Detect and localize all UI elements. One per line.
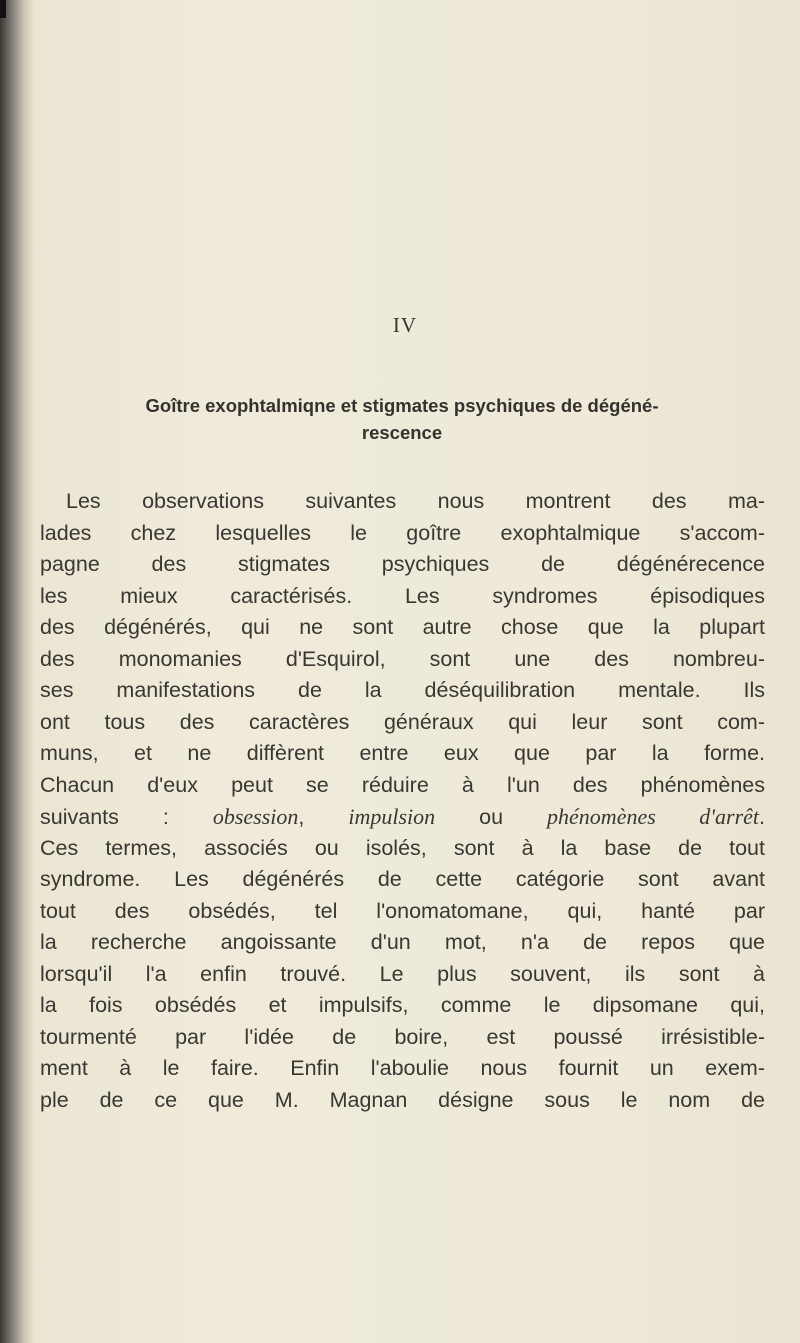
- terms-separator: ,: [298, 805, 349, 829]
- book-spine-shadow: [0, 0, 34, 1343]
- terms-separator: ou: [435, 805, 548, 829]
- text-line: ont tous des caractères généraux qui leur sont com-: [40, 709, 765, 734]
- text-line: ses manifestations de la déséquilibration mentale. Ils: [40, 678, 765, 702]
- text-line: la recherche angoissante d'un mot, n'a de repos que: [40, 930, 765, 954]
- chapter-title: [44, 392, 760, 446]
- text-line: ment à le faire. Enfin l'aboulie nous fournit un exem-: [40, 1056, 765, 1080]
- text-line: muns, et ne diffèrent entre eux que par la forme.: [40, 741, 765, 765]
- text-line: Ces termes, associés ou isolés, sont à la base de tout: [40, 835, 765, 860]
- term-obsession: obsession: [212, 804, 299, 829]
- terms-prefix: suivants :: [40, 805, 213, 829]
- chapter-title-line-1: Goître exophtalmiqne et stigmates psychiques de dégéné-: [145, 395, 659, 416]
- text-line: tout des obsédés, tel l'onomatomane, qui, hanté par: [40, 898, 765, 923]
- text-line: Chacun d'eux peut se réduire à l'un des phénomènes: [40, 772, 765, 797]
- body-paragraph: [40, 486, 765, 1116]
- text-line: des dégénérés, qui ne sont autre chose que la plupart: [40, 615, 765, 639]
- text-line: pagne des stigmates psychiques de dégénérecence: [40, 552, 765, 576]
- term-phenomenes-arret: phénomènes d'arrêt: [547, 804, 760, 829]
- text-line: des monomanies d'Esquirol, sont une des nombreu-: [40, 646, 765, 671]
- text-line: Les observations suivantes nous montrent des ma-: [66, 489, 765, 513]
- chapter-title-line-2: rescence: [361, 422, 443, 443]
- term-impulsion: impulsion: [348, 804, 436, 829]
- text-line: ple de ce que M. Magnan désigne sous le nom de: [40, 1087, 765, 1112]
- text-line-terms: [40, 801, 765, 833]
- chapter-number: IV: [392, 313, 418, 337]
- text-line: la fois obsédés et impulsifs, comme le dipsomane qui,: [40, 993, 765, 1017]
- text-line: tourmenté par l'idée de boire, est poussé irrésistible-: [40, 1024, 765, 1049]
- scan-corner-mark: [0, 0, 6, 18]
- terms-suffix: .: [759, 805, 765, 829]
- text-line: lorsqu'il l'a enfin trouvé. Le plus souvent, ils sont à: [40, 961, 765, 986]
- text-line: syndrome. Les dégénérés de cette catégorie sont avant: [40, 867, 765, 891]
- text-line: les mieux caractérisés. Les syndromes épisodiques: [40, 583, 765, 608]
- text-line: lades chez lesquelles le goître exophtalmique s'accom-: [40, 520, 765, 545]
